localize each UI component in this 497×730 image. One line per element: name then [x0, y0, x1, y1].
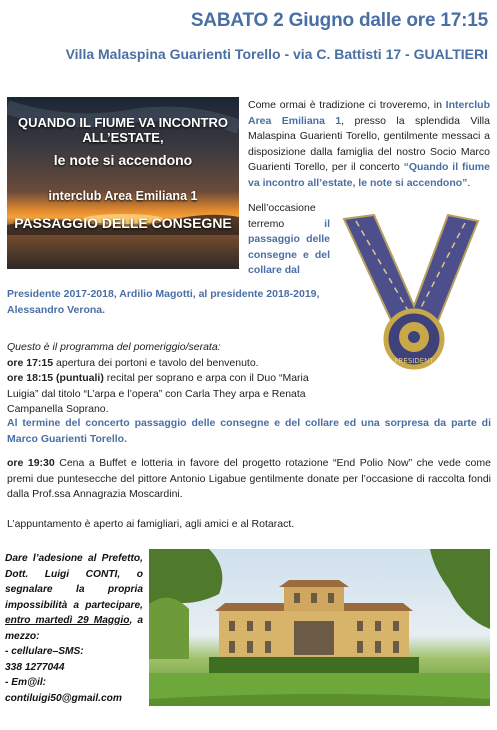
- program: [7, 340, 337, 418]
- event-poster: [7, 97, 239, 269]
- email-label: - Em@il:: [5, 677, 47, 688]
- poster-club: interclub Area Emiliana 1: [48, 189, 198, 203]
- concert-end-note: Al termine del concerto passaggio delle consegne e del collare ed una sorpresa da parte di Marco Guarienti Torello.: [7, 417, 491, 445]
- program-item: ore 17:15 apertura dei portoni e tavolo del benvenuto.: [7, 356, 259, 369]
- intro-paragraph: Come ormai è tradizione ci troveremo, in Interclub Area Emiliana 1, presso la splendida Villa Malaspina Guarienti Torello, gentilmente messaci a disposizione dalla famiglia del nostro Socio Marco Guarienti Torello, per il concerto “Quando il fiume va incontro all’estate, le note si accendono”.: [248, 99, 490, 189]
- event-venue: Villa Malaspina Guarienti Torello - via C. Battisti 17 - GUALTIERI: [65, 46, 488, 62]
- phone-number[interactable]: 338 1277044: [5, 661, 65, 673]
- rsvp-box: [5, 551, 143, 706]
- president-handover: Presidente 2017-2018, Ardilio Magotti, al presidente 2018-2019, Alessandro Verona.: [7, 288, 320, 316]
- poster-subtitle: le note si accendono: [53, 152, 193, 168]
- poster-title: QUANDO IL FIUME VA INCONTRO ALL’ESTATE,: [18, 115, 228, 145]
- open-invitation: L’appuntamento è aperto ai famigliari, agli amici e al Rotaract.: [7, 518, 295, 530]
- sms-label: - cellulare–SMS:: [5, 646, 84, 657]
- program-item: ore 18:15 (puntuali) recital per soprano e arpa con il Duo “Maria Luigia” dal titolo “L’arpa e l’opera” con Carla They arpa e Renata Campanella Soprano.: [7, 372, 309, 415]
- email-address[interactable]: contiluigi50@gmail.com: [5, 692, 122, 704]
- program-intro: Questo è il programma del pomeriggio/serata:: [7, 341, 221, 353]
- medal-label: PRESIDENT: [394, 357, 434, 365]
- rsvp-text: Dare l’adesione al Prefetto, Dott. Luigi CONTI, o segnalare la propria impossibilità a partecipare, entro martedì 29 Maggio, a mezzo:: [5, 553, 143, 642]
- occasion-paragraph: Nell’occasione terremo il passaggio delle consegne e del collare dal: [248, 202, 330, 276]
- villa-illustration: [149, 549, 490, 706]
- rotary-collar-medal: [336, 211, 486, 371]
- dinner-paragraph: ore 19:30 Cena a Buffet e lotteria in favore del progetto rotazione “End Polio Now” che vede come premi due puntesecche del pittore Antonio Ligabue gentilmente donate per l’occasione di raccolta fondi dalla Prof.ssa Annagrazia Moscardini.: [7, 457, 491, 500]
- poster-handover: PASSAGGIO DELLE CONSEGNE: [14, 215, 232, 231]
- event-date: SABATO 2 Giugno dalle ore 17:15: [190, 10, 488, 31]
- villa-photo: [149, 549, 490, 706]
